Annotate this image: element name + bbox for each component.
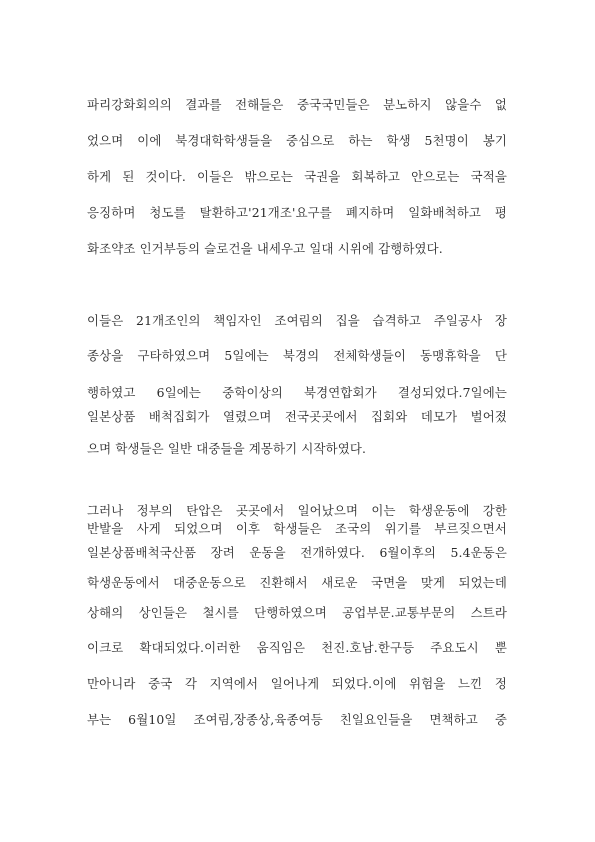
- text-line: 행하였고 6일에는 중학이상의 북경연합회가 결성되었다.7일에는: [87, 385, 507, 400]
- text-line: 일본상품 배척집회가 열렸으며 전국곳곳에서 집회와 데모가 벌어졌: [87, 409, 507, 424]
- text-line: 그러나 정부의 탄압은 곳곳에서 일어났으며 이는 학생운동에 강한: [87, 503, 507, 518]
- text-line: 하게 된 것이다. 이들은 밖으로는 국권을 회복하고 안으로는 국적을: [87, 169, 507, 184]
- text-line: 일본상품배척국산품 장려 운동을 전개하였다. 6월이후의 5.4운동은: [87, 545, 507, 560]
- text-line: 부는 6월10일 조여림,장종상,육종여등 친일요인들을 면책하고 중: [87, 712, 507, 727]
- text-line: 이들은 21개조인의 책임자인 조여림의 집을 습격하고 주일공사 장: [87, 313, 507, 328]
- text-line: 화조약조 인거부등의 슬로건을 내세우고 일대 시위에 감행하였다.: [87, 241, 443, 256]
- text-line: 파리강화회의의 결과를 전해들은 중국국민들은 분노하지 않을수 없: [87, 97, 507, 112]
- text-line: 으며 학생들은 일반 대중들을 계몽하기 시작하였다.: [87, 441, 367, 456]
- text-line: 학생운동에서 대중운동으로 진환해서 새로운 국면을 맞게 되었는데: [87, 575, 507, 590]
- text-line: 종상을 구타하였으며 5일에는 북경의 전체학생들이 동맹휴학을 단: [87, 348, 507, 363]
- text-line: 상해의 상인들은 철시를 단행하였으며 공업부문.교통부문의 스트라: [87, 605, 507, 620]
- text-line: 만아니라 중국 각 지역에서 일어나게 되었다.이에 위험을 느낀 정: [87, 676, 507, 691]
- text-line: 었으며 이에 북경대학학생들을 중심으로 하는 학생 5천명이 봉기: [87, 133, 507, 148]
- text-line: 이크로 확대되었다.이러한 움직임은 천진.호남.한구등 주요도시 뿐: [87, 640, 507, 655]
- text-line: 응징하며 청도를 탈환하고'21개조'요구를 폐지하며 일화배척하고 평: [87, 205, 507, 220]
- text-line: 반발을 사게 되었으며 이후 학생들은 조국의 위기를 부르짖으면서: [87, 521, 507, 536]
